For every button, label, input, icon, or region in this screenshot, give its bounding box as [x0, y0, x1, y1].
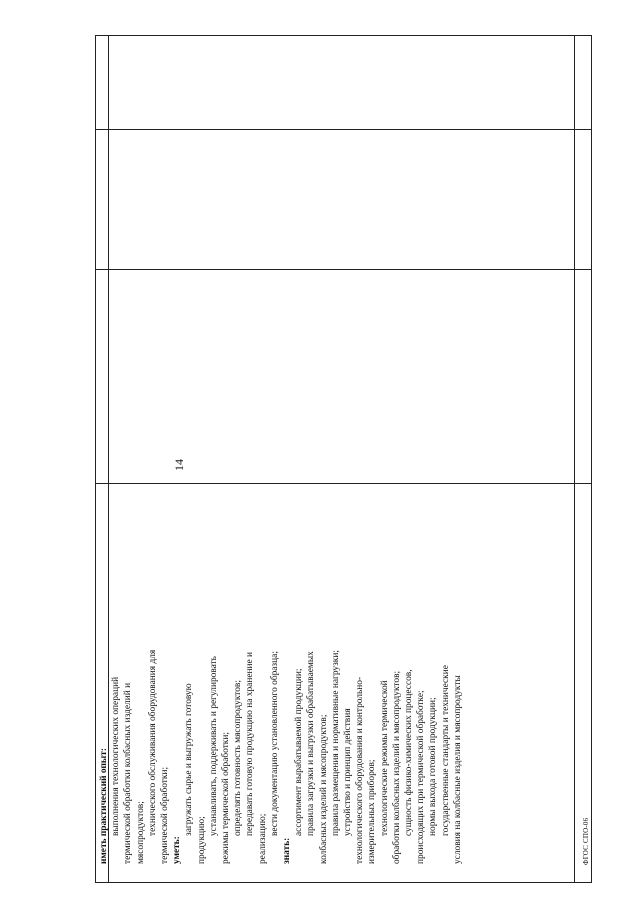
- text-line: вести документацию установленного образца;: [269, 651, 280, 836]
- text-line: технологического оборудования и контрольно-: [355, 676, 366, 864]
- text-line: государственные стандарты и технические: [440, 665, 451, 836]
- text-line: измерительных приборов;: [367, 759, 378, 864]
- column-divider: [96, 129, 591, 130]
- text-line: термической обработки;: [160, 766, 171, 864]
- text-line: выполнения технологических операций: [111, 676, 122, 836]
- row-divider: [574, 36, 575, 882]
- text-line: колбасных изделий и мясопродуктов;: [318, 714, 329, 864]
- text-line: загружать сырье и выгружать готовую: [184, 683, 195, 836]
- text-line: правила размещения и нормативные нагрузки;: [330, 650, 341, 836]
- text-line: технического обслуживания оборудования для: [147, 649, 158, 836]
- footer-label: ФГОС СПО-06: [582, 817, 590, 865]
- text-line: происходящих при термической обработке;: [416, 690, 427, 864]
- text-line: передавать готовую продукцию на хранение и: [245, 651, 256, 836]
- text-line: продукцию;: [196, 816, 207, 864]
- text-line: мясопродуктов;: [135, 801, 146, 864]
- text-line: технологические режимы термической: [379, 680, 390, 836]
- competency-text: [98, 484, 464, 864]
- text-line: устанавливать, поддерживать и регулировать: [208, 656, 219, 836]
- text-line: сущность физико-химических процессов,: [404, 669, 415, 836]
- content-table: [95, 35, 592, 883]
- text-line: термической обработки колбасных изделий и: [123, 682, 134, 864]
- text-line: устройство и принцип действия: [343, 708, 354, 836]
- section-heading: иметь практический опыт:: [99, 748, 109, 864]
- text-line: правила загрузки и выгрузки обрабатываемых: [306, 651, 317, 836]
- text-line: нормы выхода готовой продукции;: [428, 697, 439, 836]
- section-heading: знать:: [282, 837, 293, 864]
- text-line: условия на колбасные изделия и мясопродукты: [452, 675, 463, 864]
- section-heading: уметь:: [172, 836, 183, 864]
- text-line: ассортимент вырабатываемой продукции;: [294, 668, 305, 836]
- text-line: обработки колбасных изделий и мясопродуктов;: [391, 670, 402, 864]
- column-divider: [96, 269, 591, 270]
- text-line: режимы термической обработки;: [221, 732, 232, 864]
- text-line: реализацию;: [257, 813, 268, 864]
- page-number: 14: [172, 459, 186, 471]
- text-line: определять готовность мясопродуктов;: [233, 680, 244, 836]
